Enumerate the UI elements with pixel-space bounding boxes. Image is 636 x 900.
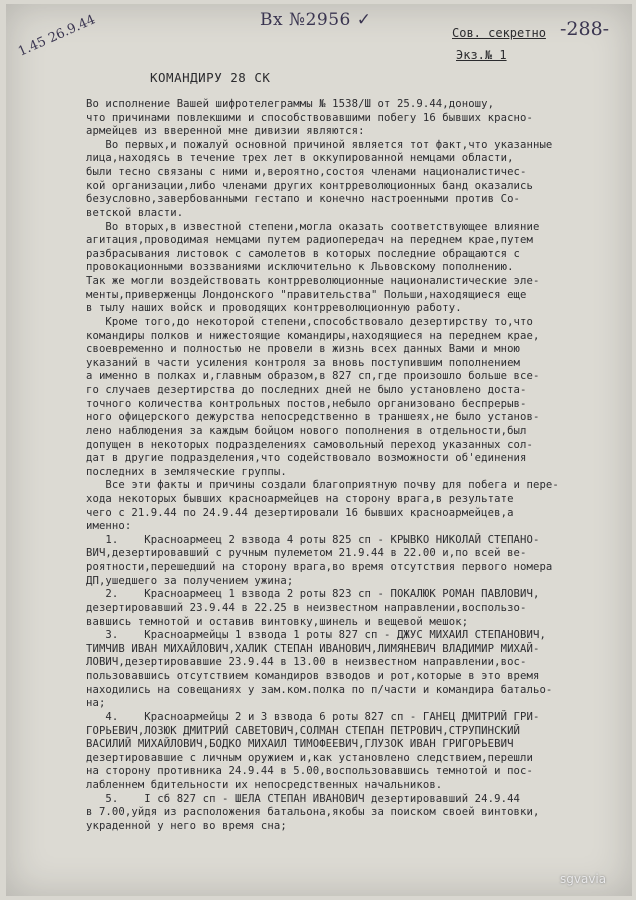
text-line: лица,находясь в течение трех лет в оккупированной немцами области, bbox=[86, 152, 514, 165]
text-line: 2. Красноармеец 1 взвода 2 роты 823 сп - ПОКАЛЮК РОМАН ПАВЛОВИЧ, bbox=[86, 588, 540, 601]
text-line: дезертировавшие с личным оружием и,как установлено следствием,перешли bbox=[86, 751, 533, 764]
text-line: ГОРЬЕВИЧ,ЛОЗЮК ДМИТРИЙ САВЕТОВИЧ,СОЛМАН СТЕПАН ПЕТРОВИЧ,СТРУПИНСКИЙ bbox=[86, 724, 521, 737]
text-line: командиры полков и нижестоящие командиры,находящиеся на переднем крае, bbox=[86, 329, 540, 342]
classification-label: Сов. секретно bbox=[452, 26, 546, 40]
text-line: 3. Красноармейцы 1 взвода 1 роты 827 сп - ДЖУС МИХАИЛ СТЕПАНОВИЧ, bbox=[86, 629, 546, 642]
text-line: дат в другие подразделения,что содействовало возможности об'единения bbox=[86, 452, 527, 465]
text-line: ВИЧ,дезертировавший с ручным пулеметом 21.9.44 в 22.00 и,по всей ве- bbox=[86, 547, 527, 560]
text-line: ного офицерского дежурства непосредственно в траншеях,не было установ- bbox=[86, 411, 540, 424]
text-line: на сторону противника 24.9.44 в 5.00,воспользовавшись темнотой и пос- bbox=[86, 765, 533, 778]
text-line: именно: bbox=[86, 520, 132, 533]
text-line: пользовавшись отсутствием командиров взводов и рот,которые в это время bbox=[86, 670, 540, 683]
text-line: армейцев из вверенной мне дивизии являются: bbox=[86, 125, 365, 138]
text-line: ЛОВИЧ,дезертировавшие 23.9.44 в 13.00 в неизвестном направлении,вос- bbox=[86, 656, 527, 669]
text-line: были тесно связаны с ними и,вероятно,состоя членами националистичес- bbox=[86, 166, 527, 179]
text-line: ветской власти. bbox=[86, 206, 184, 219]
text-line: хода некоторых бывших красноармейцев на сторону врага,в результате bbox=[86, 492, 514, 505]
text-line: 5. I сб 827 сп - ШЕЛА СТЕПАН ИВАНОВИЧ дезертировавший 24.9.44 bbox=[86, 792, 521, 805]
addressee-heading: КОМАНДИРУ 28 СК bbox=[150, 70, 271, 85]
text-line: роятности,перешедший на сторону врага,во время отсутствия первого номера bbox=[86, 561, 553, 574]
text-line: последних в земляческие группы. bbox=[86, 465, 287, 478]
text-line: украденной у него во время сна; bbox=[86, 819, 287, 832]
text-line: разбрасывания листовок с самолетов в которых последние обращаются с bbox=[86, 247, 521, 260]
text-line: 4. Красноармейцы 2 и 3 взвода 6 роты 827 сп - ГАНЕЦ ДМИТРИЙ ГРИ- bbox=[86, 710, 540, 723]
text-line: кой организации,либо членами других контрреволюционных банд оказались bbox=[86, 179, 533, 192]
text-line: допущен в некоторых подразделениях самовольный переход указанных сол- bbox=[86, 438, 533, 451]
text-line: ВАСИЛИЙ МИХАЙЛОВИЧ,БОДКО МИХАИЛ ТИМОФЕЕВИЧ,ГЛУЗОК ИВАН ГРИГОРЬЕВИЧ bbox=[86, 738, 514, 751]
copy-number: Экз.№ 1 bbox=[456, 48, 507, 62]
text-line: агитация,проводимая немцами путем радиопередач на переднем крае,путем bbox=[86, 234, 533, 247]
text-line: лабленнем бдительности их непосредственных начальников. bbox=[86, 779, 443, 791]
text-line: ДП,ушедшего за получением ужина; bbox=[86, 574, 294, 587]
text-line: го случаев дезертирства до последних дней не было установлено доста- bbox=[86, 384, 527, 397]
page-number: -288- bbox=[560, 18, 610, 40]
text-line: Во исполнение Вашей шифротелеграммы № 1538/Ш от 25.9.44,доношу, bbox=[86, 98, 495, 110]
text-line: чего с 21.9.44 по 24.9.44 дезертировали 16 бывших красноармейцев,а bbox=[86, 506, 514, 519]
text-line: Так же могли воздействовать контрреволюционные националистические эле- bbox=[86, 275, 540, 288]
text-line: провокационными воззваниями исключительно к Львовскому пополнению. bbox=[86, 261, 514, 274]
text-line: а именно в полках и,главным образом,в 827 сп,где произошло больше все- bbox=[86, 370, 540, 383]
text-line: менты,приверженцы Лондонского "правительства" Польши,находящиеся еще bbox=[86, 288, 527, 301]
text-line: своевременно и полностью не провели в жизнь всех данных Вами и мною bbox=[86, 343, 521, 356]
text-line: лено наблюдения за каждым бойцом нового пополнения в отдельности,был bbox=[86, 424, 527, 437]
text-line: безусловно,завербованными гестапо и конечно настроенными против Со- bbox=[86, 193, 521, 206]
text-line: Во первых,и пожалуй основной причиной является тот факт,что указанные bbox=[86, 138, 553, 151]
text-line: находились на совещаниях у зам.ком.полка по п/части и командира батальо- bbox=[86, 683, 553, 696]
text-line: Кроме того,до некоторой степени,способствовало дезертирству то,что bbox=[86, 315, 533, 328]
text-line: точного количества контрольных постов,небыло организовано беспрерыв- bbox=[86, 397, 527, 410]
text-line: Все эти факты и причины создали благоприятную почву для побега и пере- bbox=[86, 479, 559, 492]
text-line: дезертировавший 23.9.44 в 22.25 в неизвестном направлении,воспользо- bbox=[86, 601, 527, 614]
text-line: указаний в части усиления контроля за вновь поступившим пополнением bbox=[86, 356, 521, 369]
text-line: 1. Красноармеец 2 взвода 4 роты 825 сп - КРЫВКО НИКОЛАЙ СТЕПАНО- bbox=[86, 533, 540, 546]
text-line: Во вторых,в известной степени,могла оказать соответствующее влияние bbox=[86, 220, 540, 233]
text-line: вавшись темнотой и оставив винтовку,шинель и вещевой мешок; bbox=[86, 615, 469, 628]
text-line: ТИМЧИВ ИВАН МИХАЙЛОВИЧ,ХАЛИК СТЕПАН ИВАНОВИЧ,ЛИМЯНЕВИЧ ВЛАДИМИР МИХАЙ- bbox=[86, 642, 540, 655]
text-line: в тылу наших войск и проводящих контрреволюционную работу. bbox=[86, 302, 462, 315]
text-line: что причинами повлекшими и способствовавшими побегу 16 бывших красно- bbox=[86, 111, 533, 124]
watermark: sgvavia bbox=[560, 872, 607, 886]
incoming-stamp: Вх №2956 ✓ bbox=[260, 10, 372, 30]
text-line: в 7.00,уйдя из расположения батальона,якобы за поиском своей винтовки, bbox=[86, 806, 540, 819]
handwritten-date: 1.45 26.9.44 bbox=[16, 12, 98, 60]
text-line: на; bbox=[86, 697, 106, 710]
